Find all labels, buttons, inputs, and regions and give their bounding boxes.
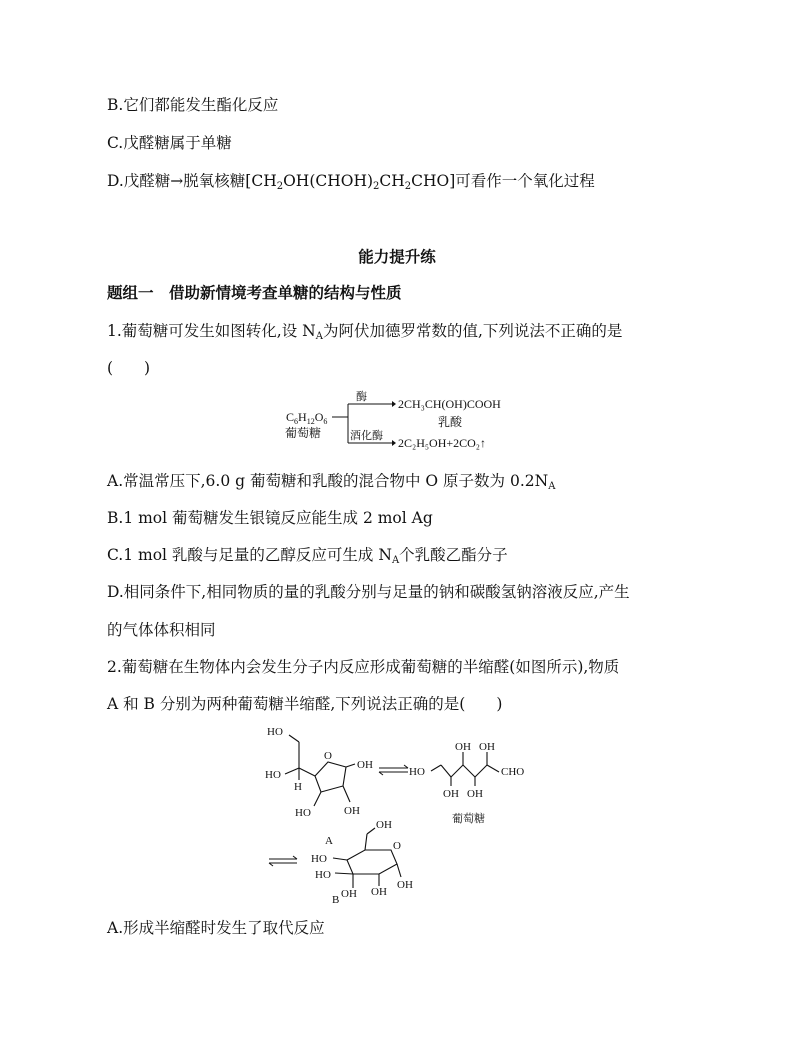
bottom-catalyst: 酒化酶 — [350, 430, 383, 442]
chain-oh-3: OH — [443, 788, 459, 800]
q1-option-a: A.常温常压下,6.0 g 葡萄糖和乳酸的混合物中 O 原子数为 $0.2N_A$ — [107, 472, 556, 492]
q1-option-c: C.1 mol 乳酸与足量的乙醇反应可生成 $N_A$个乳酸乙酯分子 — [107, 546, 508, 566]
option-d-text-4: CHO]可看作一个氧化过程 — [411, 172, 595, 190]
pyranose-b — [333, 828, 401, 888]
option-d-text-2: OH(CHOH) — [283, 172, 374, 190]
furanose-a — [285, 735, 355, 806]
chain-oh-2: OH — [479, 741, 495, 753]
bottom-arrowhead — [392, 440, 396, 446]
top-catalyst: 酶 — [356, 391, 367, 403]
equilibrium-arrow-2 — [269, 856, 297, 866]
a-h: H — [294, 781, 302, 793]
q1-option-d-line2: 的气体体积相同 — [107, 621, 216, 639]
q1-option-d-line1: D.相同条件下,相同物质的量的乳酸分别与足量的钠和碳酸氢钠溶液反应,产生 — [107, 583, 630, 601]
glucose-formula: $C_6H_{12}O_6$ — [286, 410, 328, 426]
option-b-prev: B.它们都能发生酯化反应 — [107, 96, 279, 114]
b-oh-top: OH — [376, 819, 392, 831]
b-ho-2: HO — [315, 869, 331, 881]
q2-option-a: A.形成半缩醛时发生了取代反应 — [107, 919, 325, 937]
b-ring-o: O — [393, 840, 401, 852]
b-oh-bottom: OH — [341, 888, 357, 900]
top-arrowhead — [392, 401, 396, 407]
a-ho-bottom: HO — [295, 807, 311, 819]
group-title: 题组一 借助新情境考查单糖的结构与性质 — [107, 283, 402, 302]
q1-option-b: B.1 mol 葡萄糖发生银镜反应能生成 2 mol Ag — [107, 509, 433, 527]
chain-oh-1: OH — [455, 741, 471, 753]
label-b: B — [332, 894, 340, 906]
b-ho-1: HO — [311, 853, 327, 865]
a-ho-left: HO — [265, 769, 281, 781]
q1-bracket: ( ) — [107, 359, 151, 377]
chain-ho: HO — [409, 766, 425, 778]
section-title: 能力提升练 — [358, 247, 436, 266]
q1-stem: 1.葡萄糖可发生如图转化,设 $N_A$为阿伏加德罗常数的值,下列说法不正确的是 — [107, 322, 623, 342]
top-product-name: 乳酸 — [438, 415, 463, 429]
top-product: 2CH₃CH(OH)COOH — [398, 397, 501, 411]
chain-oh-4: OH — [467, 788, 483, 800]
bottom-product: 2C₂H₅OH+2CO₂↑ — [398, 436, 486, 450]
a-oh-bottom: OH — [344, 805, 360, 817]
option-d-text-3: CH — [379, 172, 405, 190]
q2-stem-line2: A 和 B 分别为两种葡萄糖半缩醛,下列说法正确的是( ) — [107, 695, 503, 713]
a-ring-o: O — [324, 750, 332, 762]
chain-cho: CHO — [501, 766, 525, 778]
option-c-prev: C.戊醛糖属于单糖 — [107, 134, 232, 152]
label-glucose: 葡萄糖 — [452, 813, 485, 825]
open-chain-glucose — [431, 752, 499, 786]
a-oh-right: OH — [357, 759, 373, 771]
a-ho-top: HO — [267, 726, 283, 738]
b-oh-bottom-2: OH — [371, 886, 387, 898]
option-d-prev: D.戊醛糖→脱氧核糖$[CH_2OH(CHOH)_2CH_2CHO]$可看作一个氧化过程 — [107, 172, 595, 192]
equilibrium-arrow-1 — [379, 765, 408, 775]
option-d-text-1: D.戊醛糖→脱氧核糖[CH — [107, 172, 277, 190]
glucose-name: 葡萄糖 — [285, 426, 322, 440]
q2-structure-diagram — [255, 722, 565, 912]
label-a: A — [325, 835, 333, 847]
b-oh-right: OH — [397, 879, 413, 891]
q1-reaction-scheme — [270, 385, 530, 460]
q2-stem-line1: 2.葡萄糖在生物体内会发生分子内反应形成葡萄糖的半缩醛(如图所示),物质 — [107, 658, 620, 676]
